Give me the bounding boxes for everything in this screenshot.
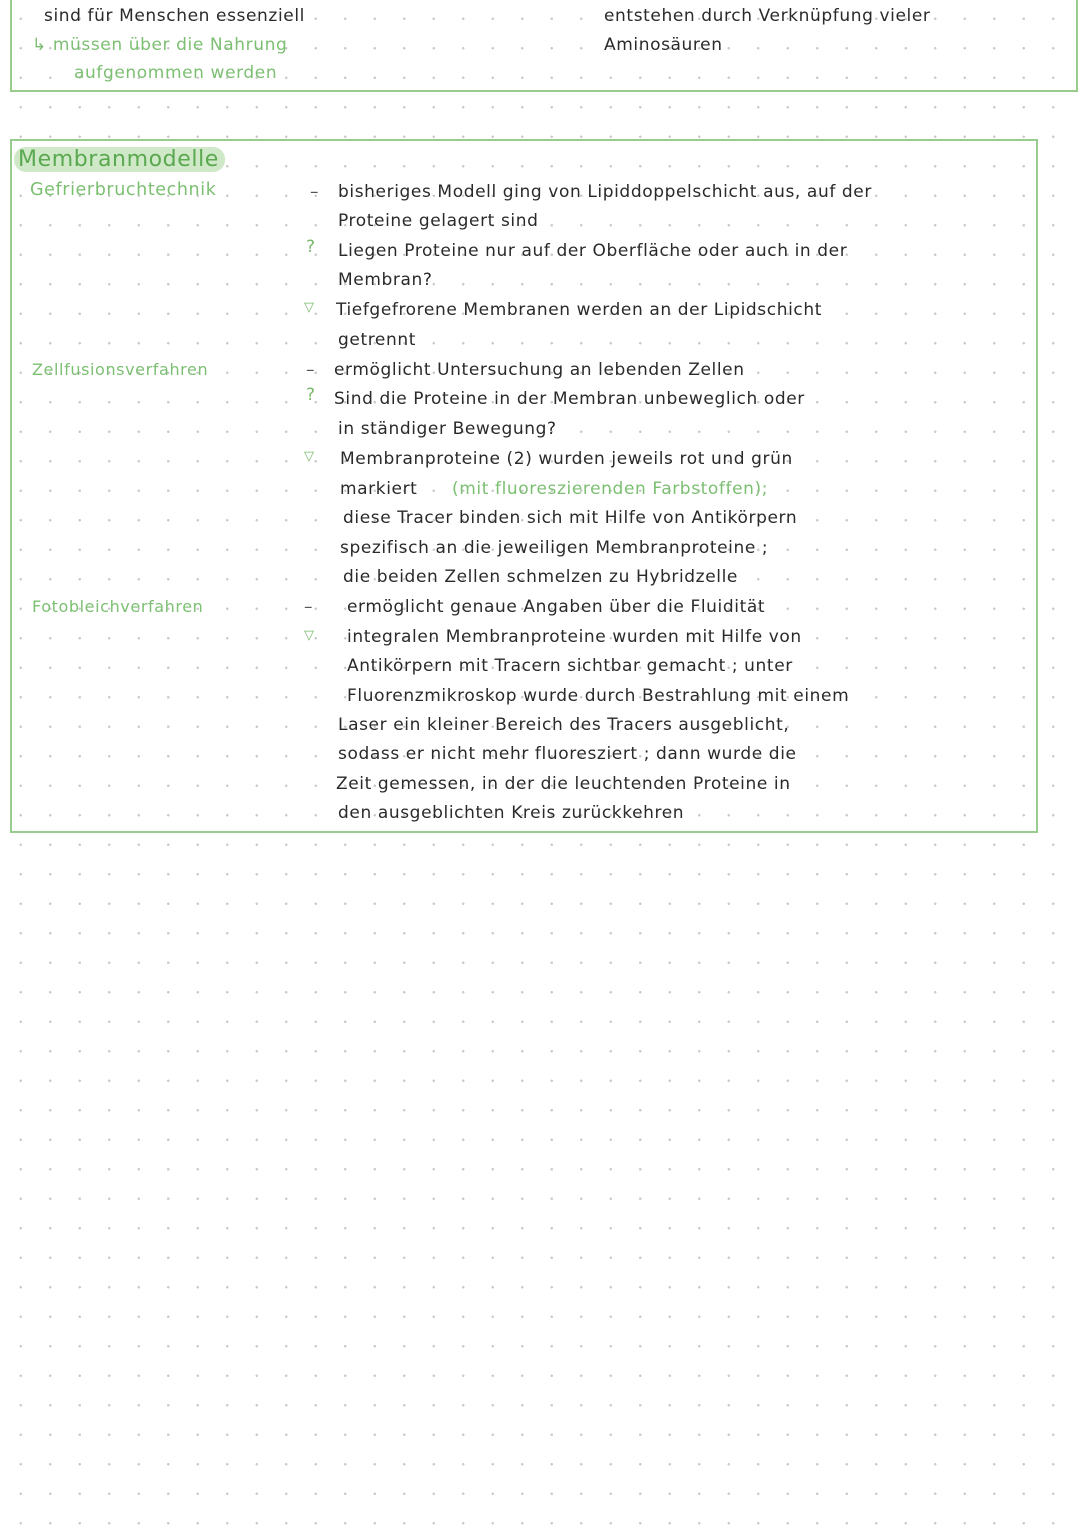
- text-line: Proteine gelagert sind: [338, 211, 539, 231]
- result-marker-2: ▽: [304, 449, 314, 464]
- question-marker-2: ?: [306, 385, 316, 405]
- text-line: integralen Membranproteine wurden mit Hilfe von: [347, 627, 802, 647]
- text-line: ermöglicht Untersuchung an lebenden Zellen: [334, 360, 745, 380]
- text-line: Antikörpern mit Tracern sichtbar gemacht ; unter: [347, 656, 793, 676]
- top-left-line-3: aufgenommen werden: [74, 63, 278, 83]
- text-line: den ausgeblichten Kreis zurückkehren: [338, 803, 685, 823]
- top-right-line-1: entstehen durch Verknüpfung vieler: [604, 6, 931, 26]
- result-marker-3: ▽: [304, 628, 314, 643]
- text-line: diese Tracer binden sich mit Hilfe von Antikörpern: [343, 508, 798, 528]
- dash-marker-1: –: [310, 182, 319, 202]
- text-line: Membran?: [338, 270, 433, 290]
- top-right-line-2: Aminosäuren: [604, 35, 723, 55]
- text-line: ermöglicht genaue Angaben über die Fluidität: [347, 597, 766, 617]
- text-line: Fluorenzmikroskop wurde durch Bestrahlung mit einem: [347, 686, 850, 706]
- text-line: in ständiger Bewegung?: [338, 419, 557, 439]
- text-line: spezifisch an die jeweiligen Membranproteine ;: [340, 538, 769, 558]
- text-line: die beiden Zellen schmelzen zu Hybridzelle: [343, 567, 738, 587]
- text-line: Sind die Proteine in der Membran unbeweglich oder: [334, 389, 805, 409]
- text-line: Tiefgefrorene Membranen werden an der Lipidschicht: [336, 300, 822, 320]
- text-line-highlight: (mit fluoreszierenden Farbstoffen);: [452, 479, 769, 499]
- question-marker-1: ?: [306, 237, 316, 257]
- top-left-line-2: ↳ müssen über die Nahrung: [32, 35, 288, 55]
- result-marker-1: ▽: [304, 300, 314, 315]
- text-line: bisheriges Modell ging von Lipiddoppelschicht aus, auf der: [338, 182, 872, 202]
- dash-marker-2: –: [306, 360, 315, 380]
- dash-marker-3: –: [304, 597, 313, 617]
- text-line: Zeit gemessen, in der die leuchtenden Proteine in: [336, 774, 791, 794]
- text-line: Laser ein kleiner Bereich des Tracers ausgeblicht,: [338, 715, 790, 735]
- method-label-freeze-fracture: Gefrierbruchtechnik: [30, 180, 217, 200]
- section-title: Membranmodelle: [14, 148, 225, 173]
- text-line: Liegen Proteine nur auf der Oberfläche oder auch in der: [338, 241, 848, 261]
- text-line: markiert: [340, 479, 418, 499]
- text-line: getrennt: [338, 330, 417, 350]
- method-label-cell-fusion: Zellfusionsverfahren: [32, 360, 209, 379]
- top-left-line-1: sind für Menschen essenziell: [44, 6, 305, 26]
- text-line: Membranproteine (2) wurden jeweils rot und grün: [340, 449, 793, 469]
- method-label-photobleaching: Fotobleichverfahren: [32, 597, 204, 616]
- text-line: sodass er nicht mehr fluoresziert ; dann wurde die: [338, 744, 797, 764]
